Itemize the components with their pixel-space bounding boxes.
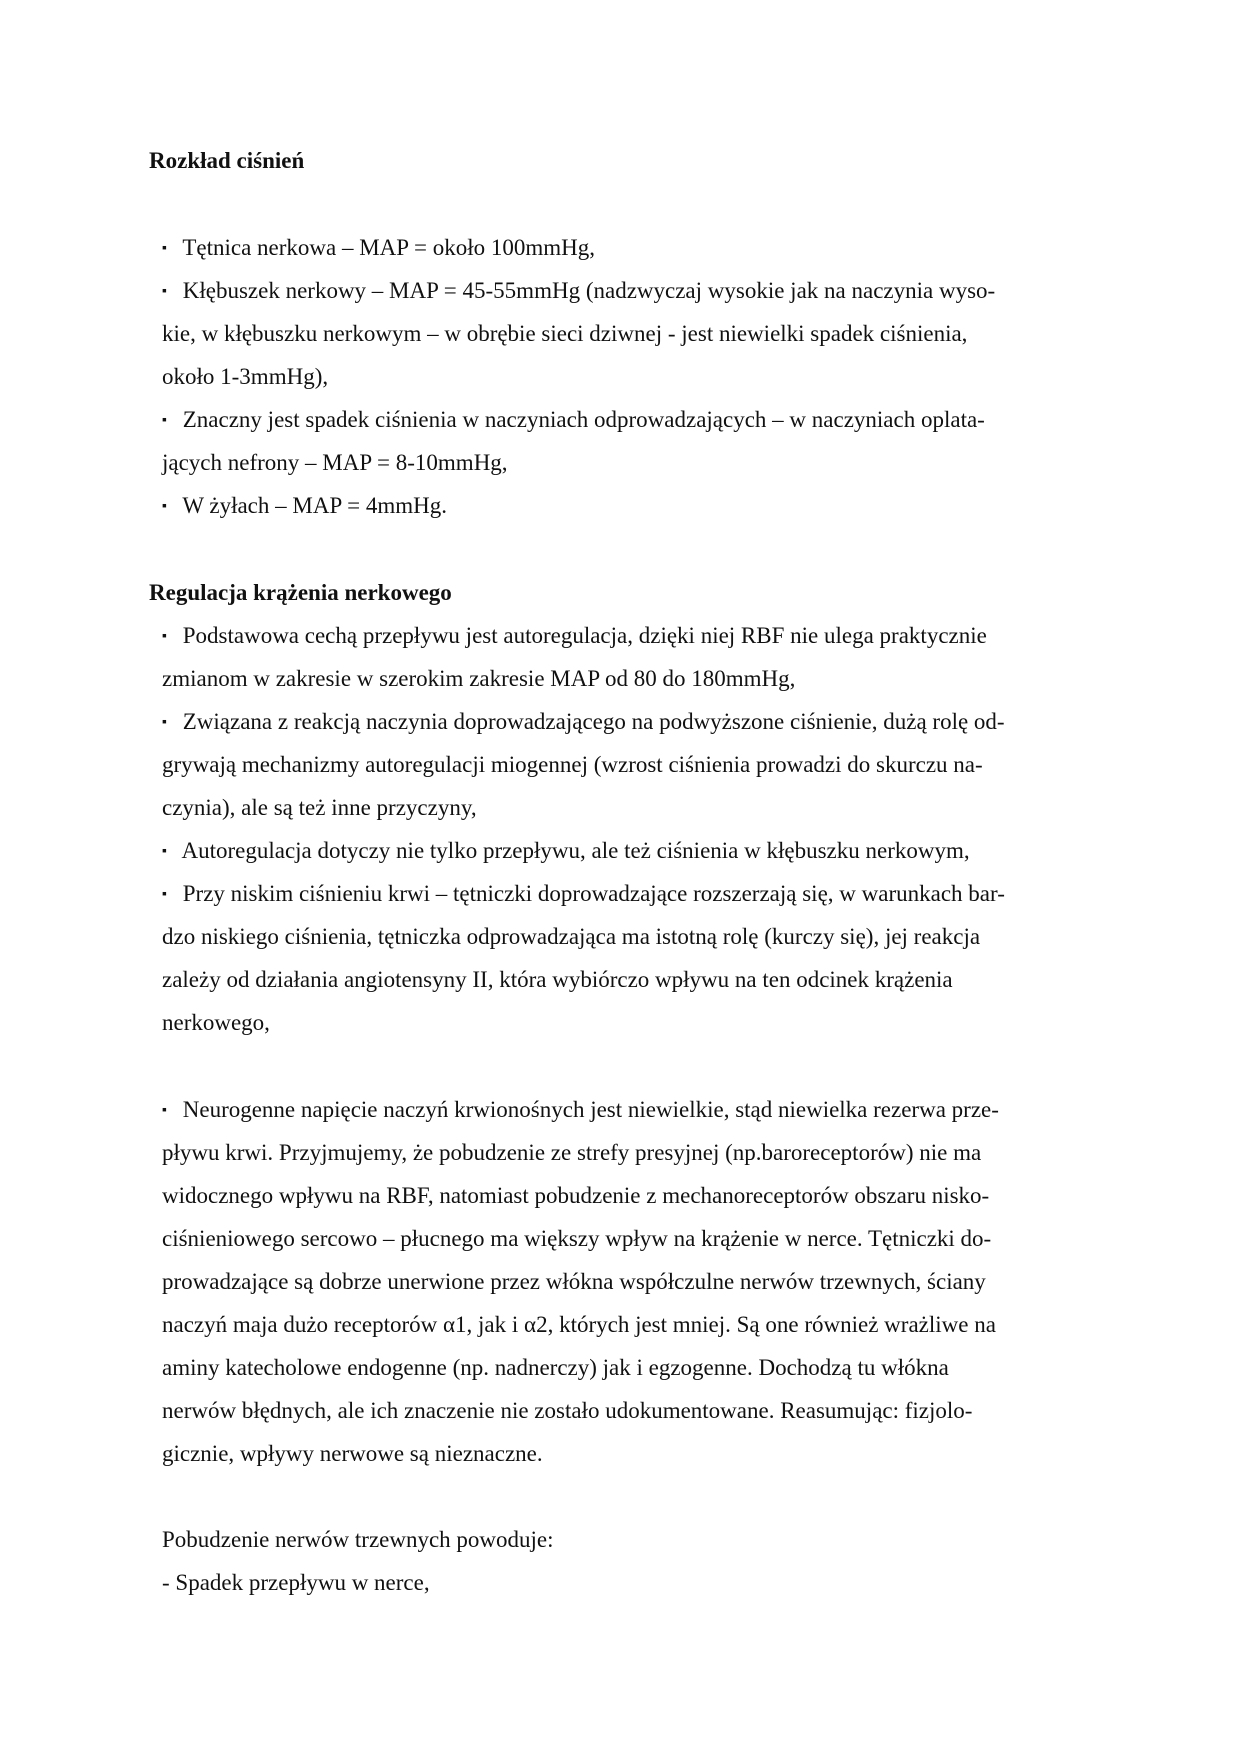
line-text: Pobudzenie nerwów trzewnych powoduje: <box>162 1527 554 1552</box>
paragraph-line <box>162 1527 554 1553</box>
line-text: widocznego wpływu na RBF, natomiast pobudzenie z mechanoreceptorów obszaru nisko- <box>162 1183 990 1208</box>
bullet-icon: ▪ <box>162 284 167 299</box>
list-item-continuation <box>162 1398 972 1424</box>
list-item-continuation <box>162 1355 949 1381</box>
line-text: około 1-3mmHg), <box>162 364 329 389</box>
list-item-continuation <box>162 1312 996 1338</box>
list-item-continuation <box>162 1140 981 1166</box>
line-text: dzo niskiego ciśnienia, tętniczka odprowadzająca ma istotną rolę (kurczy się), jej reakcja <box>162 924 981 949</box>
list-item-continuation <box>162 1269 986 1295</box>
list-item-continuation <box>162 967 953 993</box>
bullet-icon: ▪ <box>162 887 167 902</box>
list-item-continuation <box>162 364 328 390</box>
line-text: gicznie, wpływy nerwowe są nieznaczne. <box>162 1441 543 1466</box>
list-item-continuation <box>162 924 980 950</box>
line-text: grywają mechanizmy autoregulacji miogennej (wzrost ciśnienia prowadzi do skurczu na- <box>162 752 983 777</box>
section-title-renal-circulation-regulation: Regulacja krążenia nerkowego <box>149 580 452 605</box>
paragraph-line <box>162 1570 430 1596</box>
line-text: kie, w kłębuszku nerkowym – w obrębie sieci dziwnej - jest niewielki spadek ciśnienia, <box>162 321 968 346</box>
list-item <box>162 235 595 261</box>
line-text: Podstawowa cechą przepływu jest autoregulacja, dzięki niej RBF nie ulega praktycznie <box>177 623 987 648</box>
line-text: aminy katecholowe endogenne (np. nadnerczy) jak i egzogenne. Dochodzą tu włókna <box>162 1355 949 1380</box>
list-item <box>162 881 1005 907</box>
bullet-icon: ▪ <box>162 499 167 514</box>
line-text: Związana z reakcją naczynia doprowadzającego na podwyższone ciśnienie, dużą rolę od- <box>177 709 1005 734</box>
list-item-continuation <box>162 450 508 476</box>
bullet-icon: ▪ <box>162 413 167 428</box>
line-text: naczyń maja dużo receptorów α1, jak i α2, których jest mniej. Są one również wrażliwe na <box>162 1312 996 1337</box>
list-item <box>162 623 987 649</box>
list-item-continuation <box>162 1010 270 1036</box>
line-text: ciśnieniowego sercowo – płucnego ma większy wpływ na krążenie w nerce. Tętniczki do- <box>162 1226 992 1251</box>
line-text: prowadzające są dobrze unerwione przez włókna współczulne nerwów trzewnych, ściany <box>162 1269 986 1294</box>
list-item <box>162 838 970 864</box>
line-text: nerwów błędnych, ale ich znaczenie nie zostało udokumentowane. Reasumując: fizjolo- <box>162 1398 973 1423</box>
list-item <box>162 709 1005 735</box>
line-text: Neurogenne napięcie naczyń krwionośnych jest niewielkie, stąd niewielka rezerwa prze- <box>177 1097 999 1122</box>
bullet-icon: ▪ <box>162 715 167 730</box>
list-item <box>162 493 447 519</box>
list-item <box>162 407 985 433</box>
list-item-continuation <box>162 1183 989 1209</box>
line-text: Kłębuszek nerkowy – MAP = 45-55mmHg (nadzwyczaj wysokie jak na naczynia wyso- <box>177 278 996 303</box>
line-text: czynia), ale są też inne przyczyny, <box>162 795 477 820</box>
line-text: nerkowego, <box>162 1010 270 1035</box>
list-item-continuation <box>162 752 983 778</box>
line-text: zmianom w zakresie w szerokim zakresie MAP od 80 do 180mmHg, <box>162 666 796 691</box>
list-item-continuation <box>162 666 795 692</box>
line-text: Przy niskim ciśnieniu krwi – tętniczki doprowadzające rozszerzają się, w warunkach bar- <box>177 881 1005 906</box>
line-text: jących nefrony – MAP = 8-10mmHg, <box>162 450 508 475</box>
line-text: - Spadek przepływu w nerce, <box>162 1570 430 1595</box>
line-text: W żyłach – MAP = 4mmHg. <box>177 493 448 518</box>
list-item <box>162 1097 999 1123</box>
list-item <box>162 278 995 304</box>
line-text: Autoregulacja dotyczy nie tylko przepływu, ale też ciśnienia w kłębuszku nerkowym, <box>177 838 970 863</box>
line-text: pływu krwi. Przyjmujemy, że pobudzenie ze strefy presyjnej (np.baroreceptorów) nie ma <box>162 1140 982 1165</box>
section-title-pressure-distribution: Rozkład ciśnień <box>149 148 305 173</box>
list-item-continuation <box>162 1226 991 1252</box>
line-text: zależy od działania angiotensyny II, która wybiórczo wpływu na ten odcinek krążenia <box>162 967 953 992</box>
list-item-continuation <box>162 321 967 347</box>
line-text: Znaczny jest spadek ciśnienia w naczyniach odprowadzających – w naczyniach oplata- <box>177 407 985 432</box>
bullet-icon: ▪ <box>162 1103 167 1118</box>
bullet-icon: ▪ <box>162 241 167 256</box>
line-text: Tętnica nerkowa – MAP = około 100mmHg, <box>177 235 595 260</box>
list-item-continuation <box>162 1441 543 1467</box>
list-item-continuation <box>162 795 477 821</box>
bullet-icon: ▪ <box>162 844 167 859</box>
bullet-icon: ▪ <box>162 629 167 644</box>
